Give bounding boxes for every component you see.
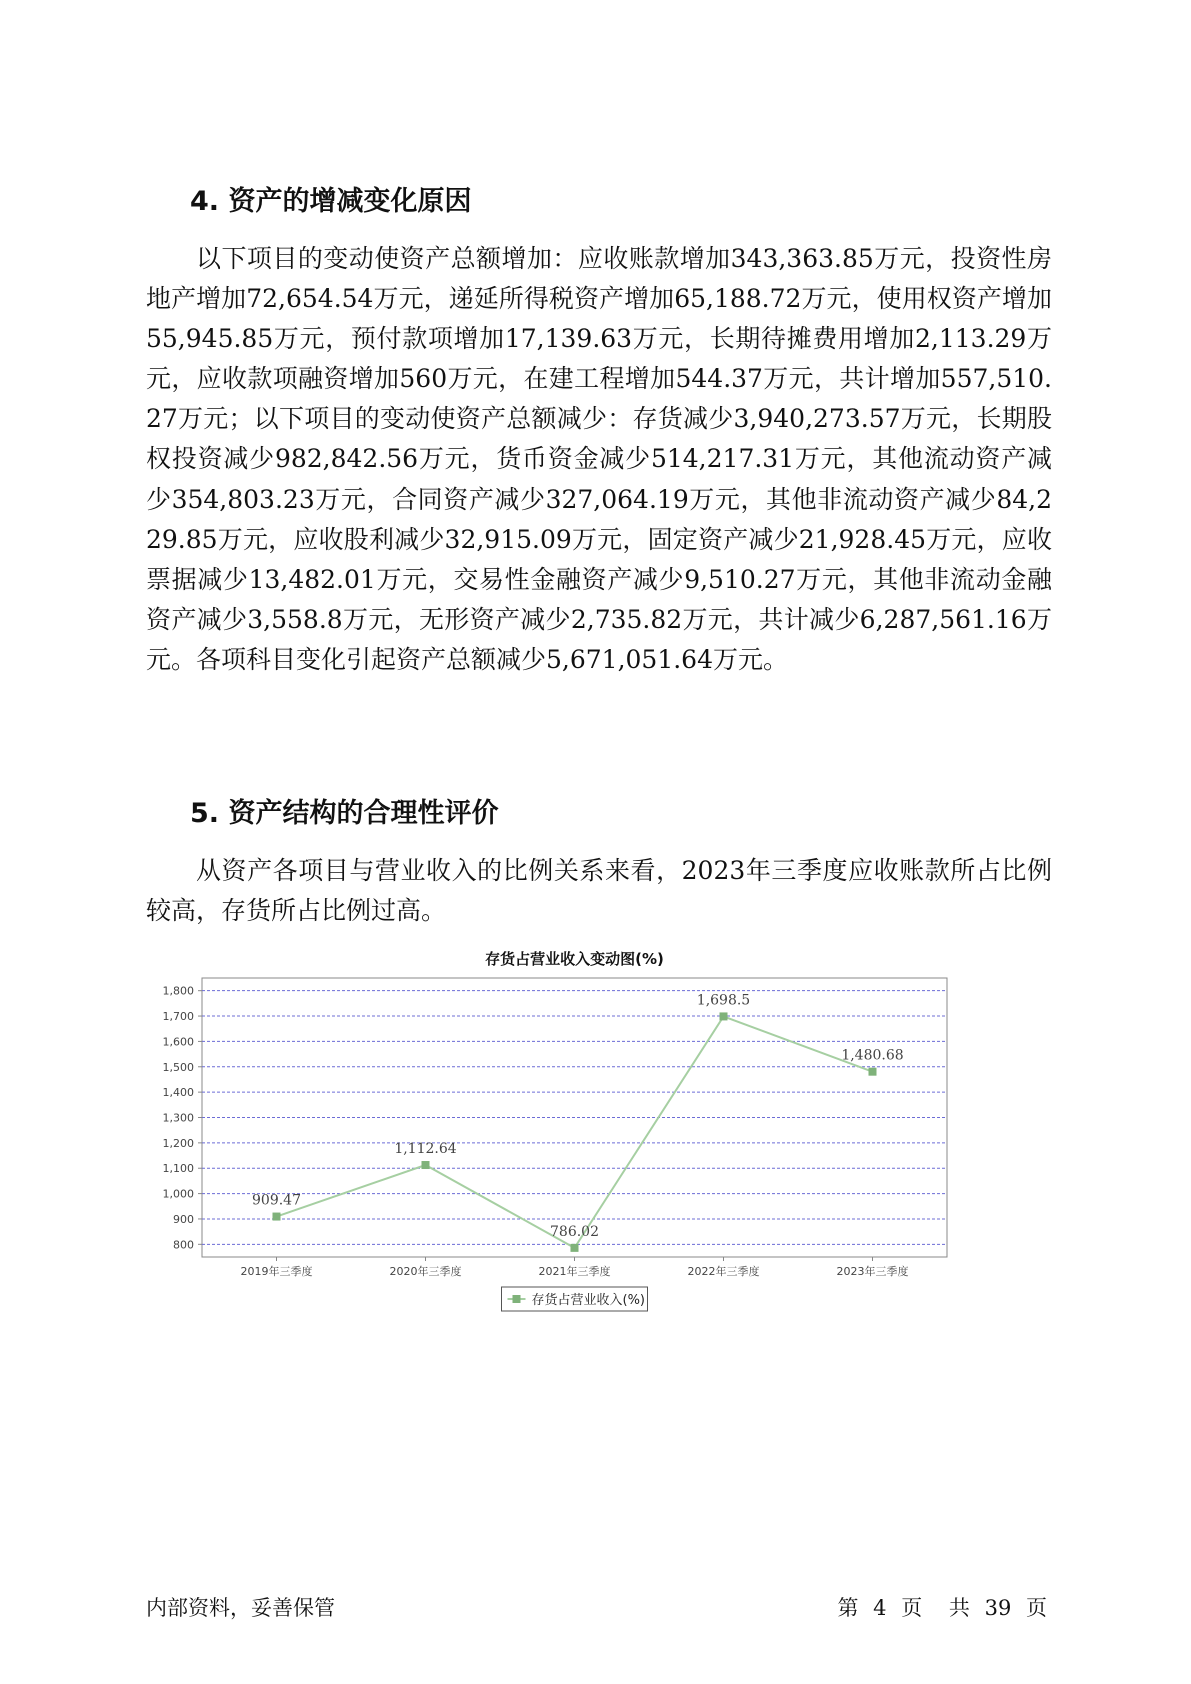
y-tick-label: 1,400 [162,1086,194,1100]
total-unit: 页 [1026,1596,1047,1620]
footer-page-info [837,1592,1047,1622]
data-point [571,1244,579,1252]
data-label: 1,112.64 [394,1141,457,1158]
section-4-heading: 4. 资产的增减变化原因 [190,186,472,217]
footer-confidential-note: 内部资料，妥善保管 [146,1596,335,1620]
data-point [869,1068,877,1076]
y-tick-label: 1,800 [162,984,194,998]
y-tick-label: 1,300 [162,1111,194,1125]
x-tick-label: 2020年三季度 [389,1265,462,1278]
y-tick-label: 1,500 [162,1060,194,1074]
chart-svg [150,950,1030,1421]
page-number: 4 [873,1596,887,1620]
x-tick-label: 2019年三季度 [240,1265,313,1278]
data-label: 1,698.5 [696,992,751,1009]
total-pages: 39 [984,1596,1012,1620]
y-tick-label: 1,000 [162,1187,194,1201]
y-tick-label: 1,200 [162,1136,194,1150]
data-point [422,1161,430,1169]
x-tick-label: 2023年三季度 [836,1265,909,1278]
section-5-paragraph: 从资产各项目与营业收入的比例关系来看，2023年三季度应收账款所占比例较高，存货所占比例过高。 [146,856,1052,926]
x-tick-label: 2021年三季度 [538,1265,611,1278]
data-label: 1,480.68 [841,1047,904,1064]
data-label: 786.02 [550,1223,599,1240]
y-tick-label: 1,600 [162,1035,194,1049]
y-tick-label: 800 [173,1238,194,1252]
y-tick-label: 1,700 [162,1010,194,1024]
section-5-heading: 5. 资产结构的合理性评价 [190,798,499,829]
y-tick-label: 1,100 [162,1162,194,1176]
section-4-paragraph: 以下项目的变动使资产总额增加：应收账款增加343,363.85万元，投资性房地产增加72,654.54万元，递延所得税资产增加65,188.72万元，使用权资产增加55,945.85万元，预付款项增加17,139.63万元，长期待摊费用增加2,113.29万元，应收款项融资增加560万元，在建工程增加544.37万元，共计增加557,510.27万元；以下项目的变动使资产总额减少：存货减少3,940,273.57万元，长期股权投资减少982,842.56万元，货币资金减少514,217.31万元，其他流动资产减少354,803.23万元，合同资产减少327,064.19万元，其他非流动资产减少84,229.85万元，应收股利减少32,915.09万元，固定资产减少21,928.45万元，应收票据减少13,482.01万元，交易性金融资产减少9,510.27万元，其他非流动金融资产减少3,558.8万元，无形资产减少2,735.82万元，共计减少6,287,561.16万元。各项科目变化引起资产总额减少5,671,051.64万元。 [146,244,1052,674]
page-unit: 页 [901,1596,923,1620]
data-label: 909.47 [252,1192,301,1209]
y-tick-label: 900 [173,1212,194,1226]
inventory-ratio-chart [150,950,1030,1421]
page-prefix: 第 [837,1596,859,1620]
data-point [720,1012,728,1020]
legend-label: 存货占营业收入(%) [531,1293,645,1308]
data-point [273,1213,281,1221]
x-tick-label: 2022年三季度 [687,1265,760,1278]
chart-title: 存货占营业收入变动图(%) [485,950,664,968]
legend-swatch-marker [513,1295,521,1303]
total-prefix: 共 [948,1596,970,1620]
